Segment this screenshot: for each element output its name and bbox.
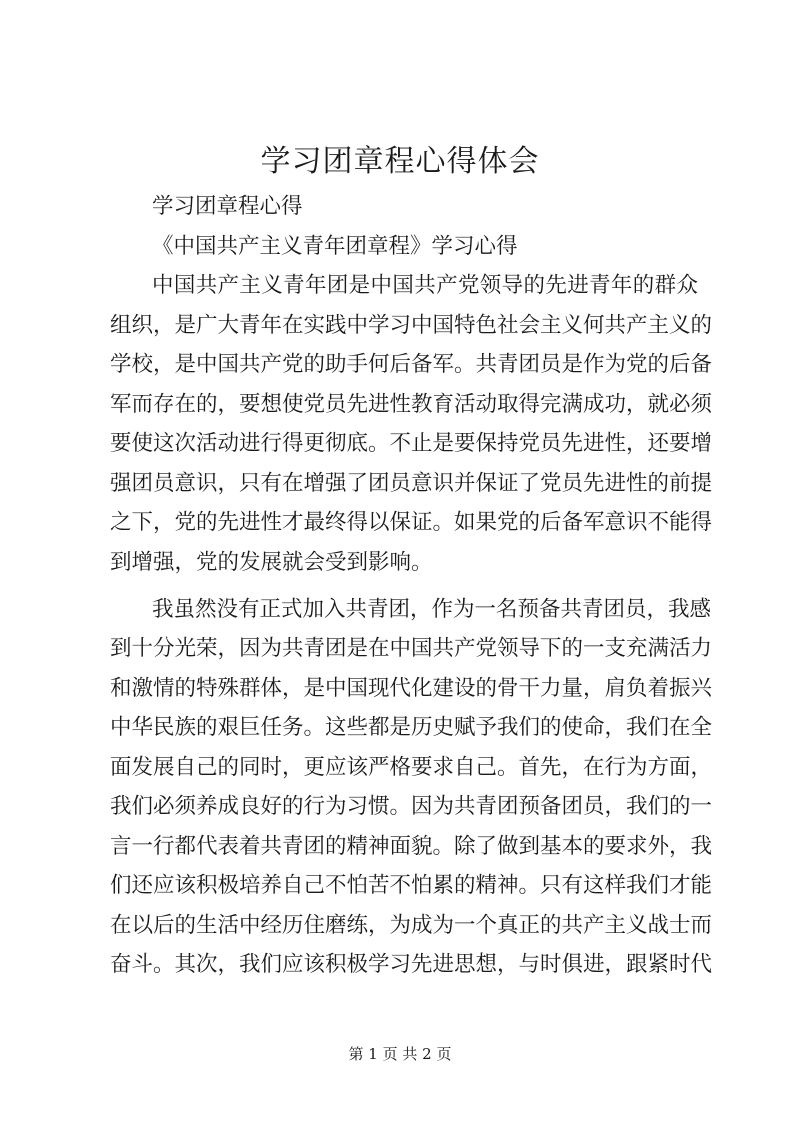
paragraph-line: 奋斗。其次，我们应该积极学习先进思想，与时俱进，跟紧时代 <box>110 952 713 977</box>
heading-charter-notes: 《中国共产主义青年团章程》学习心得 <box>152 234 518 259</box>
paragraph-line: 们还应该积极培养自己不怕苦不怕累的精神。只有这样我们才能 <box>110 873 713 898</box>
paragraph-line: 言一行都代表着共青团的精神面貌。除了做到基本的要求外，我 <box>110 834 713 859</box>
paragraph-line: 在以后的生活中经历住磨练，为成为一个真正的共产主义战士而 <box>110 913 713 938</box>
paragraph-line: 我虽然没有正式加入共青团，作为一名预备共青团员，我感 <box>152 597 712 622</box>
paragraph-line: 中国共产主义青年团是中国共产党领导的先进青年的群众 <box>152 273 698 298</box>
paragraph-line: 强团员意识，只有在增强了团员意识并保证了党员先进性的前提 <box>110 471 713 496</box>
paragraph-line: 要使这次活动进行得更彻底。不止是要保持党员先进性，还要增 <box>110 431 713 456</box>
paragraph-line: 组织，是广大青年在实践中学习中国特色社会主义何共产主义的 <box>110 313 713 338</box>
page-number-footer: 第 1 页 共 2 页 <box>348 1045 452 1063</box>
paragraph-line: 之下，党的先进性才最终得以保证。如果党的后备军意识不能得 <box>110 510 713 535</box>
paragraph-line: 学校，是中国共产党的助手何后备军。共青团员是作为党的后备 <box>110 352 713 377</box>
paragraph-line: 到增强，党的发展就会受到影响。 <box>110 550 433 575</box>
paragraph-line: 我们必须养成良好的行为习惯。因为共青团预备团员，我们的一 <box>110 794 713 819</box>
paragraph-line: 面发展自己的同时，更应该严格要求自己。首先，在行为方面， <box>110 755 713 780</box>
paragraph-line: 和激情的特殊群体，是中国现代化建设的骨干力量，肩负着振兴 <box>110 676 713 701</box>
paragraph-line: 到十分光荣，因为共青团是在中国共产党领导下的一支充满活力 <box>110 636 713 661</box>
heading-study-notes: 学习团章程心得 <box>152 194 303 219</box>
document-title: 学习团章程心得体会 <box>260 144 540 179</box>
paragraph-line: 中华民族的艰巨任务。这些都是历史赋予我们的使命，我们在全 <box>110 715 713 740</box>
paragraph-line: 军而存在的，要想使党员先进性教育活动取得完满成功，就必须 <box>110 392 713 417</box>
